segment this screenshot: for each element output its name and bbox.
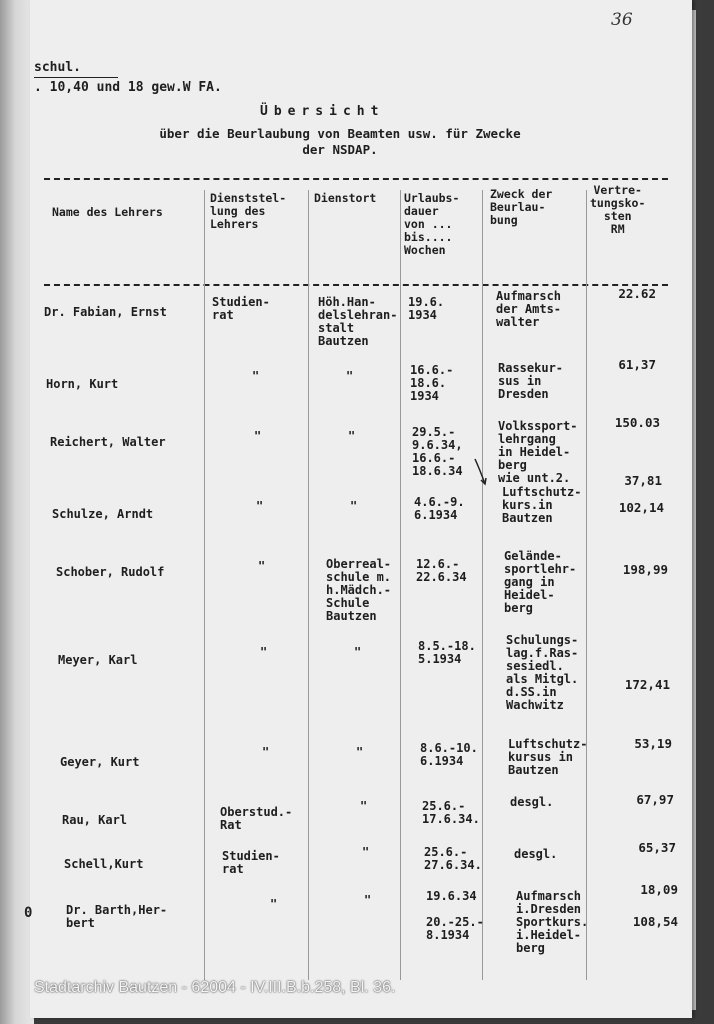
row-dauer: 8.6.-10. 6.1934	[420, 741, 478, 768]
row-name: Dr. Barth,Her- bert	[66, 903, 168, 930]
row-name: Schulze, Arndt	[52, 507, 154, 521]
row-ort: "	[360, 799, 368, 813]
row-kosten-secondary: 37,81	[624, 473, 662, 488]
row-stellung: "	[254, 429, 262, 443]
column-header-zweck: Zweck der Beurlau- bung	[490, 187, 553, 227]
column-header-kosten: Vertre- tungsko- sten RM	[590, 183, 646, 236]
row-name: Geyer, Kurt	[60, 755, 140, 769]
document-title: Übersicht	[260, 104, 385, 119]
row-kosten: 172,41	[624, 677, 670, 692]
column-header-ort: Dienstort	[314, 191, 377, 205]
row-kosten: 18,09	[640, 882, 678, 897]
column-header-dauer: Urlaubs- dauer von ... bis.... Wochen	[404, 191, 460, 257]
row-kosten: 67,97	[636, 792, 674, 807]
column-divider	[482, 190, 483, 980]
row-kosten: 150.03	[614, 415, 660, 430]
row-kosten-secondary: 108,54	[632, 914, 678, 929]
row-ort: "	[364, 893, 372, 907]
row-zweck: desgl.	[514, 847, 558, 861]
row-dauer: 25.6.- 27.6.34.	[424, 845, 482, 872]
row-stellung: "	[258, 559, 266, 573]
row-zweck: Aufmarsch i.Dresden Sportkurs. i.Heidel- berg	[516, 889, 589, 955]
heading-underline	[34, 77, 118, 78]
row-stellung: "	[260, 645, 268, 659]
row-dauer: 8.5.-18. 5.1934	[418, 639, 476, 666]
row-dauer: 4.6.-9. 6.1934	[414, 495, 465, 522]
row-dauer: 25.6.- 17.6.34.	[422, 799, 480, 826]
row-ort: "	[346, 369, 354, 383]
folio-number: 36	[611, 10, 633, 30]
row-stellung: Studien- rat	[222, 849, 280, 876]
row-kosten: 22.62	[618, 286, 656, 301]
row-dauer: 12.6.- 22.6.34	[416, 557, 467, 584]
row-stellung: "	[262, 745, 270, 759]
column-divider	[400, 190, 401, 980]
row-dauer: 19.6.34 20.-25.- 8.1934	[426, 889, 484, 942]
row-name: Horn, Kurt	[46, 377, 119, 391]
row-kosten: 198,99	[622, 562, 668, 577]
row-ort: "	[362, 845, 370, 859]
heading-line-1: schul.	[34, 60, 81, 75]
row-zweck: desgl.	[510, 795, 554, 809]
row-stellung: Studien- rat	[212, 295, 270, 322]
row-stellung: "	[270, 897, 278, 911]
book-binding-edge	[0, 0, 34, 1024]
arrow-icon	[474, 458, 488, 486]
row-ort: Höh.Han- delslehran- stalt Bautzen	[318, 295, 398, 348]
row-ort: "	[348, 429, 356, 443]
row-name: Dr. Fabian, Ernst	[44, 305, 167, 319]
row-kosten: 61,37	[618, 357, 656, 372]
column-divider	[204, 190, 205, 980]
row-stellung: "	[256, 499, 264, 513]
column-divider	[308, 190, 309, 980]
table-top-rule	[44, 178, 668, 180]
row-ort: Oberreal- schule m. h.Mädch.- Schule Bautzen	[326, 557, 392, 623]
row-kosten: 53,19	[634, 736, 672, 751]
row-kosten: 65,37	[638, 840, 676, 855]
row-name: Schell,Kurt	[64, 857, 144, 871]
margin-mark: 0	[24, 905, 33, 921]
row-dauer: 16.6.- 18.6. 1934	[410, 363, 454, 403]
row-zweck: Aufmarsch der Amts- walter	[496, 289, 562, 329]
column-header-stellung: Dienststel- lung des Lehrers	[210, 191, 287, 231]
row-ort: "	[354, 645, 362, 659]
row-dauer: 19.6. 1934	[408, 295, 445, 322]
heading-line-2: . 10,40 und 18 gew.W FA.	[34, 80, 222, 95]
column-header-name: Name des Lehrers	[52, 205, 163, 219]
row-name: Rau, Karl	[62, 813, 128, 827]
row-name: Schober, Rudolf	[56, 565, 165, 579]
archive-watermark: Stadtarchiv Bautzen - 62004 - IV.III.B.b.258, Bl. 36.	[34, 979, 396, 996]
row-zweck: Gelände- sportlehr- gang in Heidel- berg	[504, 549, 577, 615]
row-kosten: 102,14	[618, 500, 664, 515]
row-name: Reichert, Walter	[50, 435, 166, 449]
row-zweck: Luftschutz- kursus in Bautzen	[508, 737, 588, 777]
column-divider	[586, 190, 587, 980]
row-stellung: Oberstud.- Rat	[220, 805, 293, 832]
table-header-rule	[44, 284, 668, 286]
row-ort: "	[356, 745, 364, 759]
row-zweck: Rassekur- sus in Dresden	[498, 361, 564, 401]
row-zweck: Luftschutz- kurs.in Bautzen	[502, 485, 582, 525]
row-dauer: 29.5.- 9.6.34, 16.6.- 18.6.34	[412, 425, 463, 478]
row-name: Meyer, Karl	[58, 653, 138, 667]
row-zweck: Volkssport- lehrgang in Heidel- berg wie unt.2.	[498, 419, 578, 485]
row-stellung: "	[252, 369, 260, 383]
document-subtitle: über die Beurlaubung von Beamten usw. für Zwecke der NSDAP.	[159, 126, 521, 157]
document-page	[24, 0, 692, 1018]
row-ort: "	[350, 499, 358, 513]
row-zweck: Schulungs- lag.f.Ras- sesiedl. als Mitgl. d.SS.in Wachwitz	[506, 633, 579, 712]
